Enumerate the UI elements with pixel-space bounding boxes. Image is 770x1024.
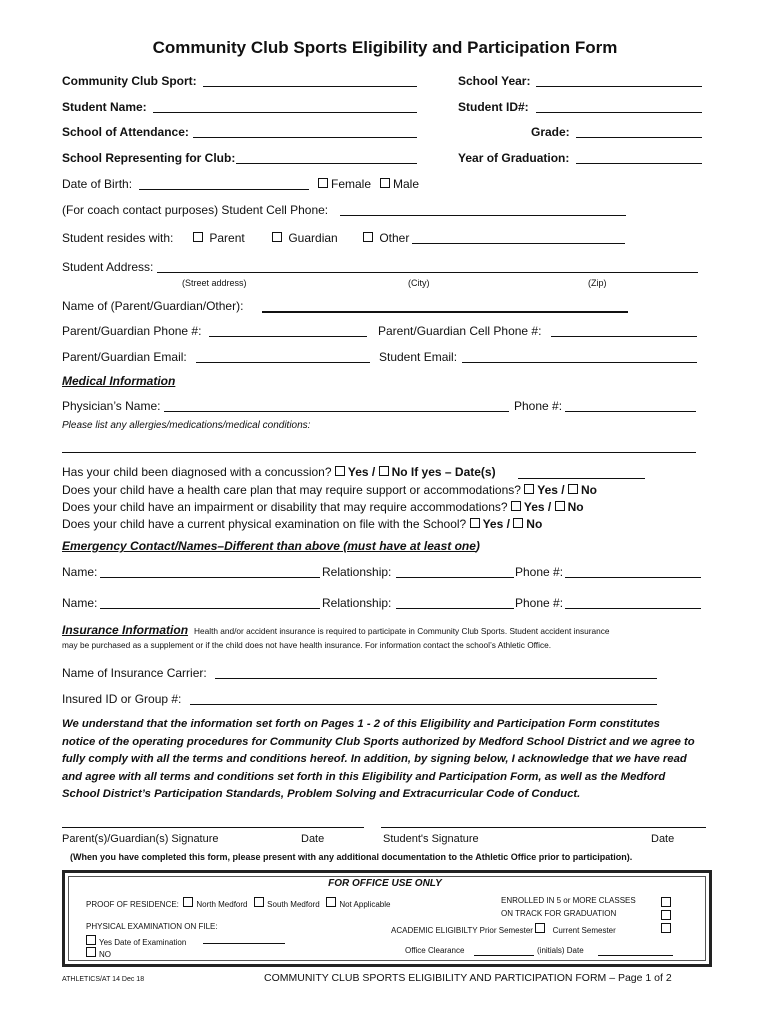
on-track-checkbox[interactable] [661, 910, 671, 920]
guardian-label: Guardian [288, 231, 338, 245]
current-semester-checkbox[interactable] [661, 923, 671, 933]
agreement-line: and agree with all terms and conditions set forth in this Eligibility and Participation Form, as well as the Medford [62, 770, 666, 783]
student-email-label: Student Email: [379, 350, 458, 364]
concussion-question [62, 466, 496, 478]
physical-no-checkbox[interactable] [513, 518, 523, 528]
student-name-label: Student Name: [62, 100, 147, 114]
physician-phone-label: Phone #: [514, 399, 563, 413]
emergency2-name-label: Name: [62, 596, 98, 610]
north-checkbox[interactable] [183, 897, 193, 907]
parent-name-field[interactable] [262, 311, 628, 313]
city-caption: (City) [408, 278, 430, 288]
student-email-field[interactable] [462, 362, 697, 363]
clearance-date-field[interactable] [598, 955, 673, 956]
health-plan-no-label: No [580, 483, 597, 497]
emergency2-relationship-label: Relationship: [322, 596, 392, 610]
school-year-label: School Year: [458, 74, 531, 88]
parent-email-field[interactable] [196, 362, 370, 363]
emergency1-phone-label: Phone #: [515, 565, 564, 579]
student-signature-line[interactable] [381, 827, 706, 828]
emergency2-phone-label: Phone #: [515, 596, 564, 610]
insured-id-label: Insured ID or Group #: [62, 692, 182, 706]
dob-field[interactable] [139, 189, 309, 190]
emergency-heading-text: Emergency Contact/Names–Different than above (must have at least one [62, 539, 476, 553]
school-representing-label: School Representing for Club: [62, 151, 236, 165]
emergency-heading [62, 540, 480, 552]
guardian-checkbox[interactable] [272, 232, 282, 242]
cell-phone-label: (For coach contact purposes) Student Cell Phone: [62, 203, 329, 217]
resides-with-label: Student resides with: [62, 231, 174, 245]
academic-label: ACADEMIC ELIGIBILTY Prior Semester [391, 926, 533, 935]
enrolled-label: ENROLLED IN 5 or MORE CLASSES [501, 896, 636, 905]
insurance-note-line2: may be purchased as a supplement or if the child does not have health insurance. For information contact the school’s Athletic Office. [62, 640, 552, 650]
physical-yes-checkbox[interactable] [470, 518, 480, 528]
agreement-line: We understand that the information set forth on Pages 1 - 2 of this Eligibility and Participation Form constitutes [62, 718, 660, 730]
zip-caption: (Zip) [588, 278, 607, 288]
exam-yes-label: Yes Date of Examination [99, 938, 187, 947]
male-option[interactable] [380, 178, 419, 190]
grade-label: Grade: [531, 125, 570, 139]
parent-email-label: Parent/Guardian Email: [62, 350, 187, 364]
health-plan-question [62, 484, 597, 496]
health-plan-yes-label: Yes / [537, 483, 568, 497]
allergies-field[interactable] [62, 452, 696, 453]
concussion-no-label: No If yes – Date(s) [391, 465, 496, 479]
south-checkbox[interactable] [254, 897, 264, 907]
emergency1-name-field[interactable] [100, 577, 320, 578]
parent-signature-label: Parent(s)/Guardian(s) Signature [62, 833, 219, 845]
impairment-question [62, 501, 584, 513]
parent-date-label: Date [301, 833, 325, 845]
agreement-line: fully comply with all the terms and conditions hereof. In addition, by signing below, I acknowledge that we have read [62, 753, 687, 765]
concussion-yes-checkbox[interactable] [335, 466, 345, 476]
parent-option[interactable] [193, 232, 245, 244]
agreement-text [62, 716, 710, 804]
school-attendance-label: School of Attendance: [62, 125, 189, 139]
school-year-field[interactable] [536, 86, 702, 87]
initials-label: (initials) Date [537, 946, 584, 955]
parent-name-label: Name of (Parent/Guardian/Other): [62, 299, 244, 313]
carrier-field[interactable] [215, 678, 657, 679]
female-label: Female [331, 177, 372, 191]
emergency1-relationship-label: Relationship: [322, 565, 392, 579]
agreement-line: notice of the operating procedures for Community Club Sports authorized by Medford School District and we agree to [62, 735, 695, 748]
female-checkbox[interactable] [318, 178, 328, 188]
sport-label: Community Club Sport: [62, 74, 197, 88]
parent-signature-line[interactable] [62, 827, 364, 828]
parent-cell-field[interactable] [551, 336, 697, 337]
insurance-note-line1: Health and/or accident insurance is required to participate in Community Club Sports. Student accident insurance [194, 626, 610, 636]
student-date-label: Date [651, 833, 675, 845]
emergency2-relationship-field[interactable] [396, 608, 514, 609]
insurance-heading: Insurance Information [62, 623, 189, 637]
other-label: Other [379, 231, 410, 245]
impairment-no-checkbox[interactable] [555, 501, 565, 511]
exam-date-row [86, 935, 186, 947]
grade-field[interactable] [576, 137, 702, 138]
dob-label: Date of Birth: [62, 177, 133, 191]
physical-question [62, 518, 542, 530]
prior-semester-checkbox[interactable] [535, 923, 545, 933]
cell-phone-field[interactable] [340, 215, 626, 216]
footer-code: ATHLETICS/AT 14 Dec 18 [62, 976, 145, 983]
other-field[interactable] [412, 243, 625, 244]
residence-label: PROOF OF RESIDENCE: [86, 900, 179, 909]
concussion-text: Has your child been diagnosed with a concussion? [62, 465, 332, 479]
school-representing-field[interactable] [236, 163, 417, 164]
parent-phone-field[interactable] [209, 336, 367, 337]
exam-yes-checkbox[interactable] [86, 935, 96, 945]
parent-cell-label: Parent/Guardian Cell Phone #: [378, 324, 542, 338]
insured-id-field[interactable] [190, 704, 657, 705]
parent-label: Parent [209, 231, 245, 245]
parent-checkbox[interactable] [193, 232, 203, 242]
residence-row [86, 897, 390, 909]
physician-label: Physician’s Name: [62, 399, 161, 413]
concussion-yes-label: Yes / [347, 465, 379, 479]
student-signature-label: Student's Signature [383, 833, 479, 845]
exam-date-field[interactable] [203, 943, 285, 944]
physical-yes-label: Yes / [482, 517, 514, 531]
emergency-heading-paren: ) [475, 539, 480, 553]
male-checkbox[interactable] [380, 178, 390, 188]
emergency2-phone-field[interactable] [565, 608, 701, 609]
impairment-yes-checkbox[interactable] [511, 501, 521, 511]
concussion-no-checkbox[interactable] [379, 466, 389, 476]
male-label: Male [393, 177, 420, 191]
other-checkbox[interactable] [363, 232, 373, 242]
school-attendance-field[interactable] [193, 137, 417, 138]
address-label: Student Address: [62, 260, 154, 274]
student-id-label: Student ID#: [458, 100, 529, 114]
physical-text: Does your child have a current physical examination on file with the School? [62, 517, 467, 531]
impairment-text: Does your child have an impairment or disability that may require accommodations? [62, 500, 508, 514]
guardian-option[interactable] [272, 232, 338, 244]
concussion-date-field[interactable] [518, 478, 645, 479]
student-name-field[interactable] [153, 112, 417, 113]
academic-row [391, 923, 616, 935]
on-track-label: ON TRACK FOR GRADUATION [501, 909, 617, 918]
female-option[interactable] [318, 178, 371, 190]
student-id-field[interactable] [536, 112, 702, 113]
health-plan-yes-checkbox[interactable] [524, 484, 534, 494]
exam-no-checkbox[interactable] [86, 947, 96, 957]
physical-file-label: PHYSICAL EXAMINATION ON FILE: [86, 922, 218, 931]
north-label: North Medford [196, 900, 248, 909]
medical-heading: Medical Information [62, 374, 176, 388]
address-field[interactable] [157, 272, 698, 273]
na-checkbox[interactable] [326, 897, 336, 907]
form-title: Community Club Sports Eligibility and Participation Form [152, 38, 618, 57]
street-caption: (Street address) [182, 278, 247, 288]
graduation-year-field[interactable] [576, 163, 702, 164]
allergies-label: Please list any allergies/medications/medical conditions: [62, 420, 311, 431]
impairment-no-label: No [567, 500, 584, 514]
impairment-yes-label: Yes / [523, 500, 555, 514]
health-plan-text: Does your child have a health care plan that may require support or accommodations? [62, 483, 521, 497]
footer-title: COMMUNITY CLUB SPORTS ELIGIBILITY AND PARTICIPATION FORM – Page 1 of 2 [264, 972, 672, 984]
parent-phone-label: Parent/Guardian Phone #: [62, 324, 202, 338]
health-plan-no-checkbox[interactable] [568, 484, 578, 494]
exam-no-row [86, 947, 111, 959]
emergency1-name-label: Name: [62, 565, 98, 579]
enrolled-checkbox[interactable] [661, 897, 671, 907]
clearance-label: Office Clearance [405, 946, 465, 955]
submission-note: (When you have completed this form, please present with any additional documentation to the Athletic Office prior to participation). [70, 852, 633, 862]
other-option[interactable] [363, 232, 409, 244]
physician-phone-field[interactable] [565, 411, 696, 412]
physician-field[interactable] [164, 411, 509, 412]
emergency1-phone-field[interactable] [565, 577, 701, 578]
emergency2-name-field[interactable] [100, 608, 320, 609]
sport-field[interactable] [203, 86, 417, 87]
agreement-line: School District’s Participation Standards, Problem Solving and Extracurricular Code of Conduct. [62, 788, 581, 800]
na-label: Not Applicable [339, 900, 391, 909]
clearance-field[interactable] [474, 955, 534, 956]
graduation-year-label: Year of Graduation: [458, 151, 570, 165]
emergency1-relationship-field[interactable] [396, 577, 514, 578]
carrier-label: Name of Insurance Carrier: [62, 666, 207, 680]
south-label: South Medford [267, 900, 320, 909]
physical-no-label: No [526, 517, 543, 531]
exam-no-label: NO [99, 950, 111, 959]
office-heading: FOR OFFICE USE ONLY [328, 878, 442, 889]
current-semester-label: Current Semester [552, 926, 616, 935]
